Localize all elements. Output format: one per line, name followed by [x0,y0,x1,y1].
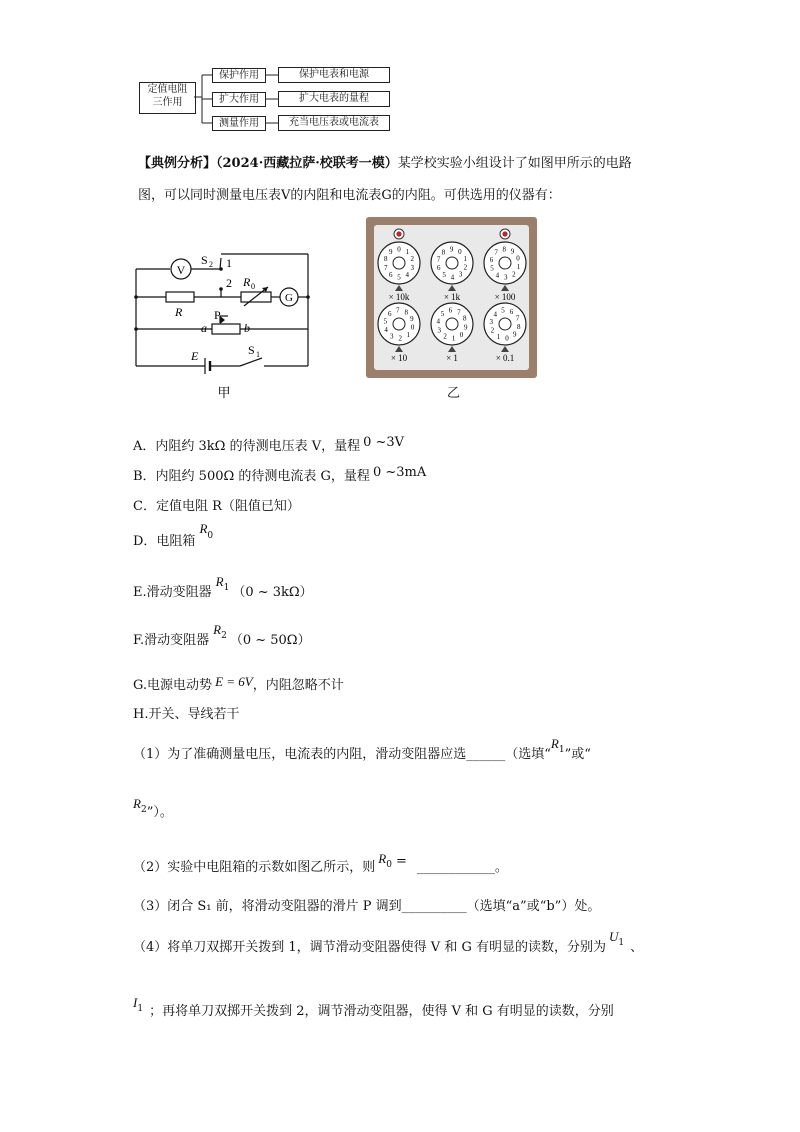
dial-digit: 9 [463,323,468,332]
dial-digit: 5 [442,271,446,280]
diagram-role-measure: 测量作用 [212,116,266,131]
s2-pivot [219,267,223,271]
option-a-range: 0 ~3V [363,435,405,450]
option-d: D．电阻箱$R^0$ [133,521,214,549]
circuit-diagram [128,244,328,404]
diagram-root-label: 定值电阻 三作用 [147,84,188,108]
dial-pointer [395,285,403,291]
resistance-dial[interactable] [431,242,473,302]
dial-multiplier-label: × 10k [388,292,410,302]
s2-contact2 [219,287,223,291]
resistance-dial[interactable] [484,303,526,363]
dial-pointer [448,346,456,352]
dial-pointer [501,346,509,352]
dial-digit: 8 [517,322,521,331]
dial-multiplier-label: × 1k [443,292,461,302]
r0-label: R [243,275,251,289]
dial-digit: 7 [383,263,388,272]
example-stem-text: 某学校实验小组设计了如图甲所示的电路 [397,156,632,171]
diagram-detail-extend: 扩大电表的量程 [278,91,390,107]
figure-jia-caption: 甲 [217,385,231,400]
option-b-range: 0 ~3mA [372,465,427,480]
slider-p-label: P [214,308,221,322]
s2-pos1: 1 [226,256,232,270]
dial-digit: 7 [515,314,520,323]
dial-multiplier-label: × 0.1 [495,353,515,363]
dial-digit: 2 [490,326,495,335]
dial-digit: 1 [451,334,456,343]
dial-digit: 6 [437,264,441,273]
option-b: B．内阻约 500Ω 的待测电流表 G，量程 0 ~3mA [133,465,427,484]
dial-digit: 6 [448,306,453,315]
indicator-light-dot [502,231,507,236]
dial-digit: 4 [405,270,409,279]
dial-digit: 7 [457,308,461,317]
dial-digit: 6 [509,308,514,317]
dial-digit: 3 [437,326,442,335]
voltmeter-label: V [176,263,186,277]
dial-multiplier-label: × 1 [446,353,458,363]
dial-pointer [501,285,509,291]
s1-label: S [248,343,255,357]
galvanometer-label: G [285,292,293,304]
dial-digit: 7 [396,306,400,315]
dial-pointer [448,285,456,291]
dial-digit: 9 [410,315,414,324]
dial-knob [499,318,511,330]
dial-digit: 0 [397,245,401,254]
dial-knob [499,257,511,269]
dial-digit: 1 [496,332,501,341]
dial-knob [446,318,458,330]
resistance-dial[interactable] [431,303,473,363]
dial-pointer [395,346,403,352]
dial-digit: 3 [504,273,508,282]
dial-knob [446,257,458,269]
option-g: G.电源电动势 E = 6V，内阻忽略不计 [133,674,344,693]
dial-digit: 3 [410,263,415,272]
diagram-connector [194,70,214,130]
dial-digit: 0 [505,334,509,343]
dial-digit: 8 [462,314,467,323]
dial-digit: 2 [410,255,415,264]
diagram-detail-measure: 充当电压表或电流表 [278,115,390,131]
example-source: （2024·西藏拉萨·校联考一模） [216,156,398,171]
option-a: A．内阻约 3kΩ 的待测电压表 V，量程 0 ~3V [133,435,405,454]
dial-digit: 2 [512,270,516,279]
example-tag: 【典例分析】 [138,156,217,171]
dial-digit: 9 [510,247,515,256]
question-2: （2）实验中电阻箱的示数如图乙所示，则$R^0$ = ____________。 [133,851,508,875]
dial-digit: 3 [390,332,394,341]
s2-pos2: 2 [226,276,232,290]
dial-digit: 2 [443,332,447,341]
question-2-blank: ____________。 [416,860,508,875]
resistance-dial[interactable] [378,303,420,363]
dial-knob [393,318,405,330]
resistance-box-dials [366,217,537,378]
dial-digit: 4 [436,317,441,326]
dial-multiplier-label: × 10 [390,353,408,363]
dial-digit: 4 [493,310,498,319]
dial-digit: 1 [463,254,467,263]
dial-digit: 4 [450,273,455,282]
question-3: （3）闭合 S₁ 前，将滑动变阻器的滑片 P 调到__________（选填“a”或“b”）处。 [133,899,601,914]
dial-multiplier-label: × 100 [494,292,516,302]
dial-digit: 0 [516,254,520,263]
slider-a-label: a [201,321,207,335]
diagram-role-extend: 扩大作用 [212,92,266,107]
dial-digit: 7 [436,255,441,264]
dial-digit: 0 [410,323,415,332]
dial-digit: 9 [449,245,454,254]
dial-digit: 9 [389,248,393,257]
dial-digit: 5 [501,306,505,315]
resistance-dial[interactable] [484,242,526,302]
option-f: F.滑动变阻器$R^2$ （0 ~ 50Ω） [133,622,311,648]
dial-digit: 3 [489,318,493,327]
dial-digit: 0 [458,247,462,256]
emf-label: E [191,349,199,363]
question-1: （1）为了准确测量电压，电流表的内阻，滑动变阻器应选______（选填“$R^1$”或“ [133,736,591,762]
dial-digit: 5 [397,273,401,282]
dial-digit: 4 [495,271,500,280]
dial-digit: 0 [459,330,464,339]
option-c: C．定值电阻 R（阻值已知） [133,499,300,514]
s2-label: S [201,253,208,267]
option-h: H.开关、导线若干 [133,707,240,722]
r0-sub: 0 [251,282,255,291]
dial-digit: 5 [490,264,494,273]
dial-digit: 6 [489,255,494,264]
diagram-connector-right [265,68,279,128]
dial-digit: 9 [512,330,517,339]
dial-digit: 1 [406,331,410,340]
diagram-root [139,82,196,114]
dial-digit: 2 [463,263,468,272]
figure-yi-caption: 乙 [447,386,461,401]
question-4-cont: $I^1$ ；再将单刀双掷开关拨到 2，调节滑动变阻器，使得 V 和 G 有明显的读数，分别 [133,995,614,1019]
dial-digit: 1 [516,263,521,272]
slider-b-label: b [244,321,250,335]
resistance-dial[interactable] [378,242,420,302]
dial-digit: 7 [494,248,498,257]
example-stem-line2: 图，可以同时测量电压表V的内阻和电流表G的内阻。可供选用的仪器有： [138,188,561,203]
dial-digit: 1 [405,248,409,257]
dial-digit: 4 [384,325,388,334]
dial-digit: 5 [383,317,388,326]
slider-arrow [220,316,225,324]
dial-digit: 8 [502,245,506,254]
dial-digit: 3 [458,270,463,279]
question-4: （4）将单刀双掷开关拨到 1，调节滑动变阻器使得 V 和 G 有明显的读数，分别为$U^1$ 、 [133,929,644,955]
example-stem-line1 [138,155,632,173]
r-label: R [175,305,183,319]
dial-digit: 6 [388,309,392,318]
dial-digit: 8 [383,255,388,264]
dial-digit: 2 [398,334,402,343]
dial-knob [393,257,405,269]
s1-sub: 1 [256,350,260,359]
option-e: E.滑动变阻器$R^1$ （0 ~ 3kΩ） [133,574,313,600]
dial-digit: 5 [440,310,445,319]
dial-digit: 8 [404,308,408,317]
s2-sub: 2 [209,260,213,269]
dial-digit: 8 [441,248,446,257]
indicator-light-dot [396,231,401,236]
diagram-role-protect: 保护作用 [212,68,266,83]
question-1-cont: $R^2$”）。 [133,796,173,820]
diagram-detail-protect: 保护电表和电源 [278,67,390,83]
dial-digit: 6 [389,270,393,279]
